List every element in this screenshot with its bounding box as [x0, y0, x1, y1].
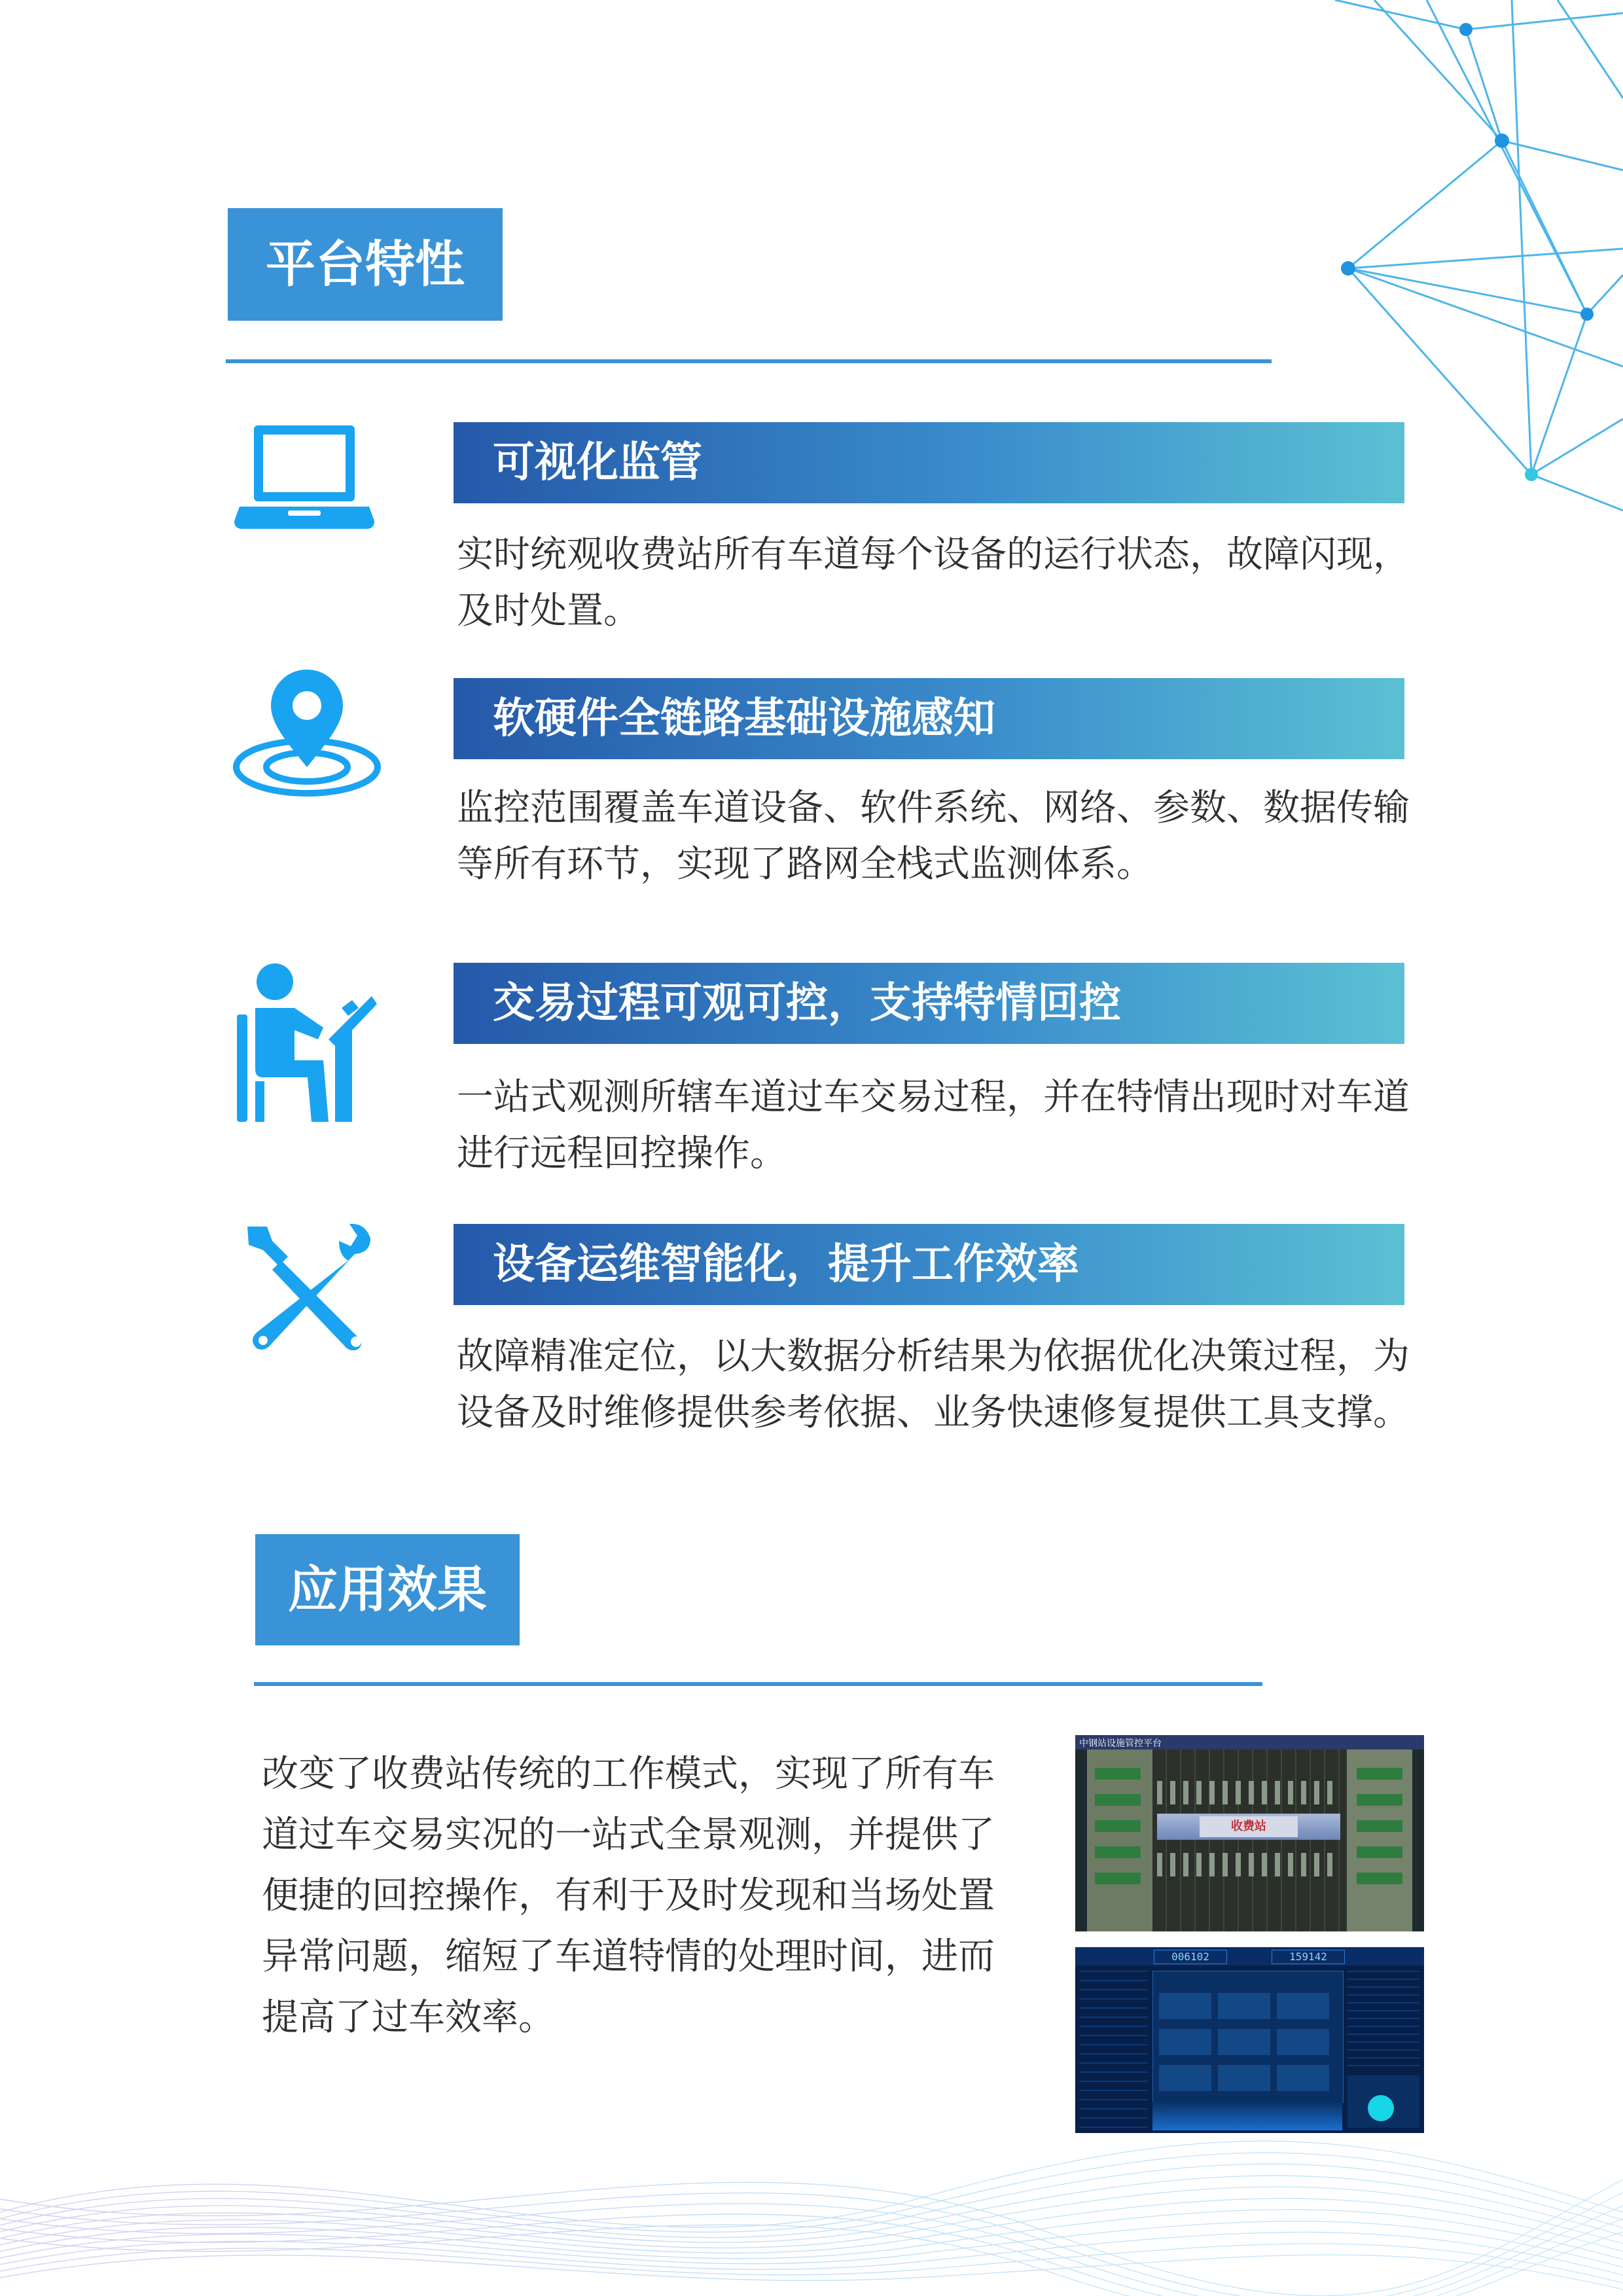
platform-screenshot-caption: 中钢站设施管控平台: [1079, 1738, 1162, 1749]
feature-text-infrastructure-perception: 监控范围覆盖车道设备、软件系统、网络、参数、数据传输等所有环节，实现了路网全栈式监测体系。: [457, 787, 1410, 886]
feature-title-smart-maintenance: 设备运维智能化，提升工作效率: [454, 1224, 1404, 1305]
effect-description: 改变了收费站传统的工作模式，实现了所有车道过车交易实况的一站式全景观测，并提供了便捷的回控操作，有利于及时发现和当场处置异常问题，缩短了车道特情的处理时间，进而提高了过车效率。: [262, 1753, 995, 2039]
feature-text-smart-maintenance: 故障精准定位，以大数据分析结果为依据优化决策过程，为设备及时维修提供参考依据、业务快速修复提供工具支撑。: [457, 1335, 1410, 1434]
section-divider-effect: [254, 1682, 1262, 1686]
feature-text-visual-supervision: 实时统观收费站所有车道每个设备的运行状态，故障闪现，及时处置。: [457, 533, 1410, 632]
section-title-platform: 平台特性: [228, 208, 503, 321]
platform-screenshot-toll-station: [1075, 1735, 1424, 1931]
section-title-effect: 应用效果: [255, 1534, 520, 1645]
feature-title-visual-supervision: 可视化监管: [454, 422, 1404, 503]
platform-screenshot-banner: 收费站: [1200, 1816, 1298, 1837]
dashboard-counter-left: 006102: [1154, 1950, 1227, 1964]
feature-title-infrastructure-perception: 软硬件全链路基础设施感知: [454, 678, 1404, 759]
feature-title-transaction-control: 交易过程可观可控，支持特情回控: [454, 963, 1404, 1044]
tools-icon: [242, 1221, 373, 1352]
dashboard-counter-right: 159142: [1272, 1950, 1345, 1964]
laptop-icon: [234, 423, 374, 531]
platform-screenshot-dashboard: [1075, 1947, 1424, 2133]
location-pin-icon: [233, 669, 381, 797]
feature-text-transaction-control: 一站式观测所辖车道过车交易过程，并在特情出现时对车道进行远程回控操作。: [457, 1076, 1410, 1175]
section-divider-platform: [226, 359, 1272, 363]
person-at-desk-icon: [237, 962, 377, 1122]
